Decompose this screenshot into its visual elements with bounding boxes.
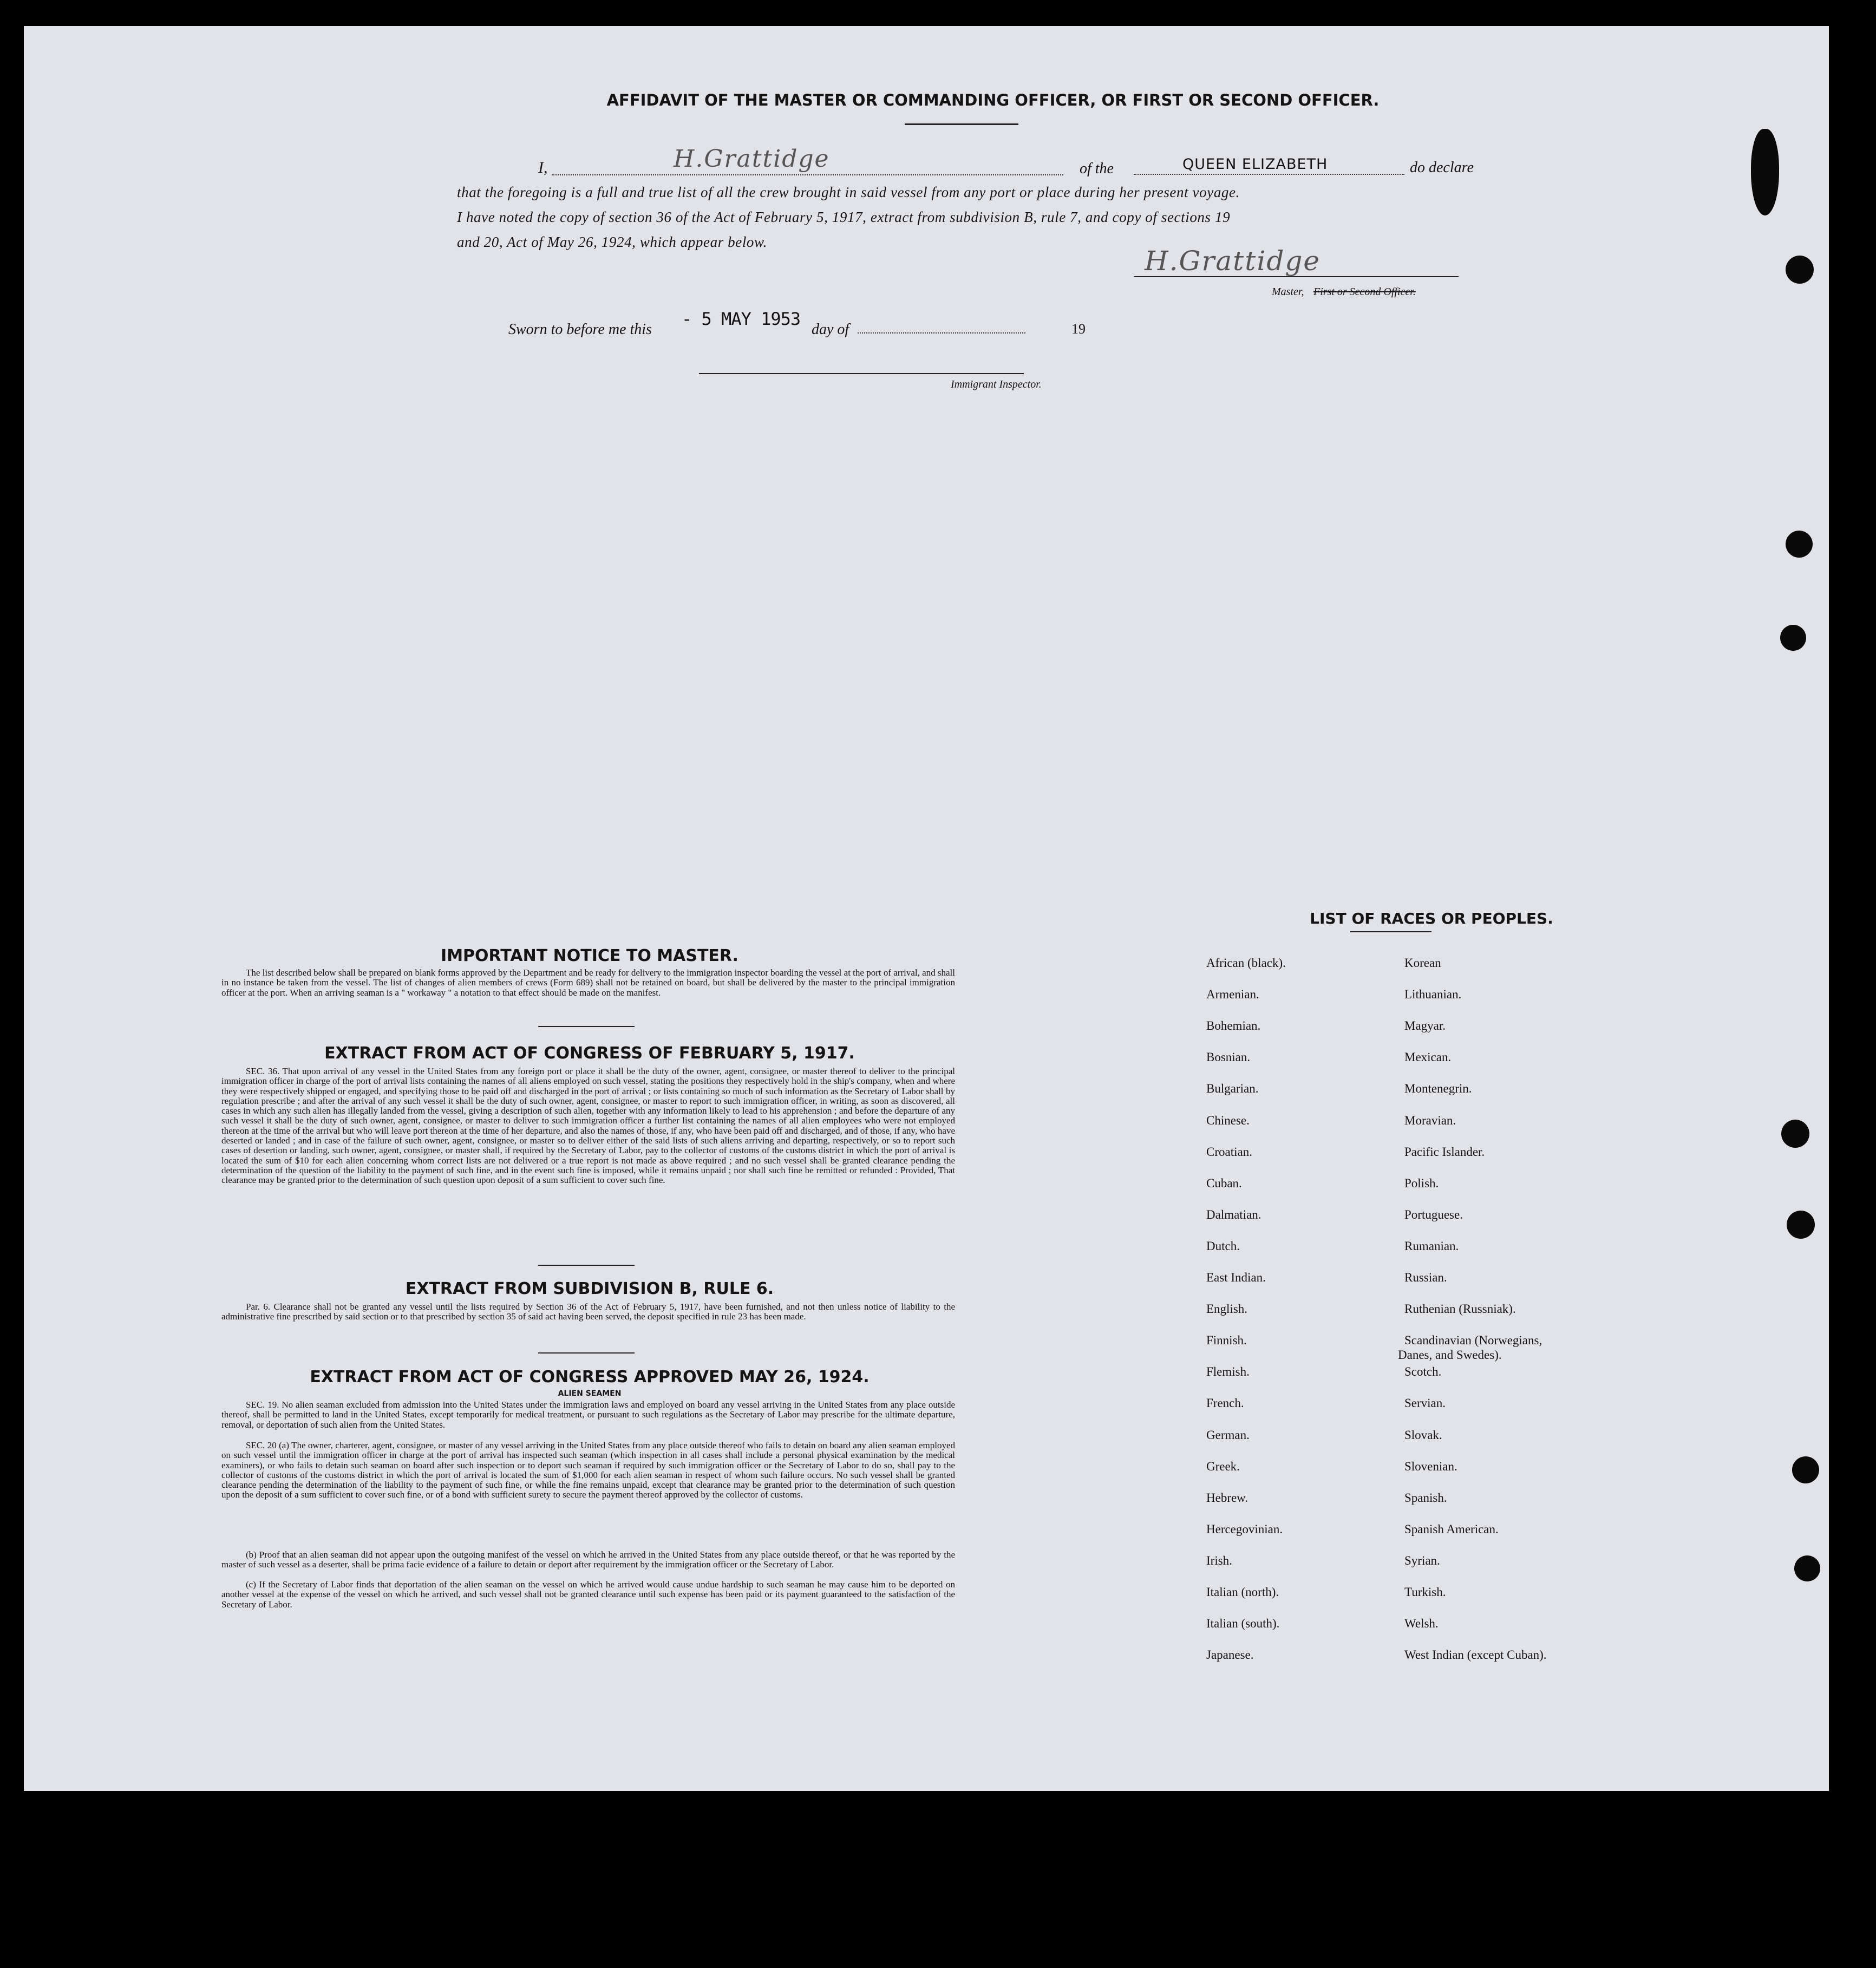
struck-officer-label: First or Second Officer. <box>1313 286 1416 298</box>
race-item: Moravian. <box>1404 1113 1456 1127</box>
extract-1924-para-4: (c) If the Secretary of Labor finds that deportation of the alien seaman on the vessel on which he arrived would cause undue hardship to such seaman he may cause him to be deported on another vessel at the expense of the vessel on which he arrived, and such vessel shall not be granted clearance until such expense has been paid or its payment guaranteed to the satisfaction of the Secretary of Labor. <box>221 1579 955 1610</box>
race-item: Bosnian. <box>1206 1050 1251 1064</box>
race-item: Scandinavian (Norwegians, <box>1404 1333 1542 1348</box>
race-item: Dalmatian. <box>1206 1207 1261 1221</box>
race-item: Dutch. <box>1206 1239 1240 1253</box>
race-item: Bohemian. <box>1206 1019 1261 1033</box>
statement-line-1: that the foregoing is a full and true list of all the crew brought in said vessel from any port or place during her present voyage. <box>457 184 1240 200</box>
rule6-title: EXTRACT FROM SUBDIVISION B, RULE 6. <box>405 1279 774 1298</box>
race-scandinavian-continuation: Danes, and Swedes). <box>1398 1348 1502 1362</box>
vessel-name: QUEEN ELIZABETH <box>1182 156 1328 173</box>
race-item: Japanese. <box>1206 1648 1254 1662</box>
races-title-underline <box>1350 931 1431 932</box>
extract-1917-divider <box>538 1265 635 1266</box>
race-item: Chinese. <box>1206 1113 1250 1127</box>
officer-name-line <box>552 174 1063 175</box>
notice-text: The list described below shall be prepared on blank forms approved by the Department and be ready for delivery to the immigration inspector boarding the vessel at the port of arrival, and shall in no instance be taken from the vessel. The list of changes of alien members of crews (Form 689) shall not be retained on board, but shall be delivered by the master to the principal immigration officer at the port. When an arriving seaman is a " workaway " a notation to that effect should be made on the manifest. <box>221 967 956 998</box>
year-prefix: 19 <box>1071 321 1086 337</box>
race-item: Korean <box>1404 956 1441 970</box>
race-item: Italian (north). <box>1206 1585 1279 1599</box>
sworn-label: Sworn to before me this <box>508 321 652 338</box>
race-item: Portuguese. <box>1404 1207 1463 1221</box>
affidavit-title: AFFIDAVIT OF THE MASTER OR COMMANDING OFFICER, OR FIRST OR SECOND OFFICER. <box>606 91 1380 109</box>
punch-hole <box>1786 256 1814 284</box>
race-item: Flemish. <box>1206 1365 1250 1379</box>
race-item: Syrian. <box>1404 1553 1440 1567</box>
race-item: African (black). <box>1206 956 1286 970</box>
notice-divider <box>538 1026 635 1027</box>
master-signature-line <box>1134 276 1459 277</box>
i-label: I, <box>538 159 548 176</box>
race-item: Greek. <box>1206 1459 1240 1473</box>
notice-title: IMPORTANT NOTICE TO MASTER. <box>441 946 738 965</box>
race-item: Ruthenian (Russniak). <box>1404 1302 1516 1316</box>
of-the-label: of the <box>1080 160 1114 177</box>
race-item: Slovak. <box>1404 1428 1442 1442</box>
statement-line-2: I have noted the copy of section 36 of the Act of February 5, 1917, extract from subdivision B, rule 7, and copy of sections 19 <box>457 209 1231 225</box>
inspector-label: Immigrant Inspector. <box>951 378 1042 390</box>
extract-1924-para-1: SEC. 19. No alien seaman excluded from admission into the United States under the immigration laws and employed on board any vessel arriving in the United States from any place outside thereof, shall be permitted to land in the United States, except temporarily for medical treatment, or pursuant to such regulations as the Secretary of Labor may prescribe for the ultimate departure, removal, or deportation of such alien from the United States. <box>221 1400 955 1430</box>
race-item: Cuban. <box>1206 1176 1242 1190</box>
race-item: Montenegrin. <box>1404 1082 1472 1096</box>
rule6-text: Par. 6. Clearance shall not be granted any vessel until the lists required by Section 36 of the Act of February 5, 1917, have been furnished, and not then unless notice of liability to the administrative fine prescribed by said section or to that prescribed by section 35 of said act having been served, the deposit specified in rule 23 has been made. <box>221 1302 955 1322</box>
extract-1917-title: EXTRACT FROM ACT OF CONGRESS OF FEBRUARY 5, 1917. <box>324 1044 855 1063</box>
race-item: Rumanian. <box>1404 1239 1459 1253</box>
race-item: East Indian. <box>1206 1271 1266 1284</box>
rule6-divider <box>538 1352 635 1354</box>
extract-1924-para-2: SEC. 20 (a) The owner, charterer, agent, consignee, or master of any vessel arriving in the United States from any place outside thereof who fails to detain on board any alien seaman employed on such vessel until the immigration officer in charge at the port of arrival has inspected such seaman (which inspection in all cases shall include a personal physical examination by the medical examiners), or who fails to detain such seaman on board after such inspection or to deport such seaman if required by such immigration officer or the Secretary of Labor to do so, shall pay to the collector of customs of the customs district in which the port of arrival is located the sum of $1,000 for each alien seaman in respect of whom such failure occurs. No such vessel shall be granted clearance pending the determination of the liability to the payment of such fine, or while the fine remains unpaid, except that clearance may be granted prior to the determination of such question upon the deposit of a sum sufficient to cover such fine, or of a bond with sufficient surety to secure the payment thereof approved by the collector of customs. <box>221 1440 955 1500</box>
day-of-line <box>858 332 1025 334</box>
race-item: Pacific Islander. <box>1404 1145 1485 1159</box>
sworn-date-stamp: - 5 MAY 1953 <box>682 309 801 329</box>
punch-hole <box>1787 1211 1815 1239</box>
race-item: Irish. <box>1206 1553 1232 1567</box>
race-item: Hebrew. <box>1206 1490 1249 1505</box>
extract-1917-text: SEC. 36. That upon arrival of any vessel in the United States from any foreign port or place it shall be the duty of the owner, agent, consignee, or master thereof to deliver to the principal immigration officer in charge of the port of arrival lists containing the names of all aliens employed on such vessel, stating the positions they respectively hold in the ship's company, when and where they were respectively shipped or engaged, and specifying those to be paid off and discharged in the port of arrival ; or lists containing so much of such information as the Secretary of Labor shall by regulation prescribe ; and after the arrival of any such vessel it shall be the duty of such owner, agent, consignee, or master to report to such immigration officer, in writing, as soon as discovered, all cases in which any such alien has illegally landed from the vessel, giving a description of such alien, together with any information likely to lead to his apprehension ; and before the departure of any such vessel it shall be the duty of such owner, agent, consignee, or master to deliver to such immigration officer a further list containing the names of all alien employees who were not employed thereon at the time of the arrival but who will leave port thereon at the time of her departure, and also the names of those, if any, who have been paid off and discharged, and of those, if any, who have deserted or landed ; and in case of the failure of such owner, agent, consignee, or master so to deliver either of the said lists of such aliens arriving and departing, respectively, or so to report such cases of desertion or landing, such owner, agent, consignee, or master shall, if required by the Secretary of Labor, pay to the collector of customs of the customs district in which the port of arrival is located the sum of $10 for each alien concerning whom correct lists are not delivered or a true report is not made as above required ; and no such vessel shall be granted clearance pending the determination of the question of the liability to the payment of such fine, and in the event such fine is imposed, while it remains unpaid ; nor shall such fine be remitted or refunded : Provided, That clearance may be granted prior to the determination of such question upon deposit of a sum sufficient to cover such fine. <box>221 1066 955 1186</box>
master-signature: H.Grattidge <box>1145 245 1321 277</box>
race-item: English. <box>1206 1302 1248 1316</box>
race-item: Croatian. <box>1206 1145 1252 1159</box>
race-item: Spanish American. <box>1404 1522 1499 1536</box>
races-title: LIST OF RACES OR PEOPLES. <box>1310 910 1553 927</box>
race-item: Slovenian. <box>1404 1459 1457 1473</box>
race-item: Magyar. <box>1404 1019 1446 1033</box>
race-item: Italian (south). <box>1206 1617 1280 1631</box>
officer-signature: H.Grattidge <box>674 145 830 173</box>
extract-1924-subtitle: ALIEN SEAMEN <box>558 1389 622 1398</box>
race-item: Welsh. <box>1404 1617 1439 1631</box>
title-underline <box>905 123 1018 125</box>
race-item: Bulgarian. <box>1206 1082 1259 1096</box>
race-item: Servian. <box>1404 1396 1446 1410</box>
race-item: Spanish. <box>1404 1490 1447 1505</box>
punch-hole <box>1792 1456 1819 1483</box>
race-item: Finnish. <box>1206 1333 1247 1348</box>
race-item: Armenian. <box>1206 988 1259 1002</box>
race-item: West Indian (except Cuban). <box>1404 1648 1547 1662</box>
binder-mark <box>1751 129 1779 215</box>
race-item: Mexican. <box>1404 1050 1452 1064</box>
day-of-label: day of <box>812 321 849 338</box>
race-item: Hercegovinian. <box>1206 1522 1283 1536</box>
race-item: French. <box>1206 1396 1244 1410</box>
document-page <box>24 26 1829 1791</box>
race-item: Russian. <box>1404 1271 1447 1284</box>
statement-line-3: and 20, Act of May 26, 1924, which appear below. <box>457 234 767 250</box>
extract-1924-title: EXTRACT FROM ACT OF CONGRESS APPROVED MAY 26, 1924. <box>310 1368 870 1387</box>
race-item: Scotch. <box>1404 1365 1442 1379</box>
extract-1924-para-3: (b) Proof that an alien seaman did not appear upon the outgoing manifest of the vessel on which he arrived in the United States from any place outside thereof, or that he was reported by the master of such vessel as a deserter, shall be prima facie evidence of a failure to detain or deport after requirement by the immigration officer or the Secretary of Labor. <box>221 1549 955 1570</box>
punch-hole <box>1794 1555 1820 1581</box>
declare-label: do declare <box>1410 159 1474 176</box>
master-label: Master, <box>1272 286 1304 298</box>
race-item: Turkish. <box>1404 1585 1446 1599</box>
race-item: German. <box>1206 1428 1250 1442</box>
inspector-line <box>699 373 1024 374</box>
punch-hole <box>1780 625 1806 651</box>
punch-hole <box>1786 531 1813 558</box>
vessel-name-line <box>1134 174 1404 175</box>
race-item: Polish. <box>1404 1176 1439 1190</box>
punch-hole <box>1781 1120 1809 1148</box>
race-item: Lithuanian. <box>1404 988 1462 1002</box>
